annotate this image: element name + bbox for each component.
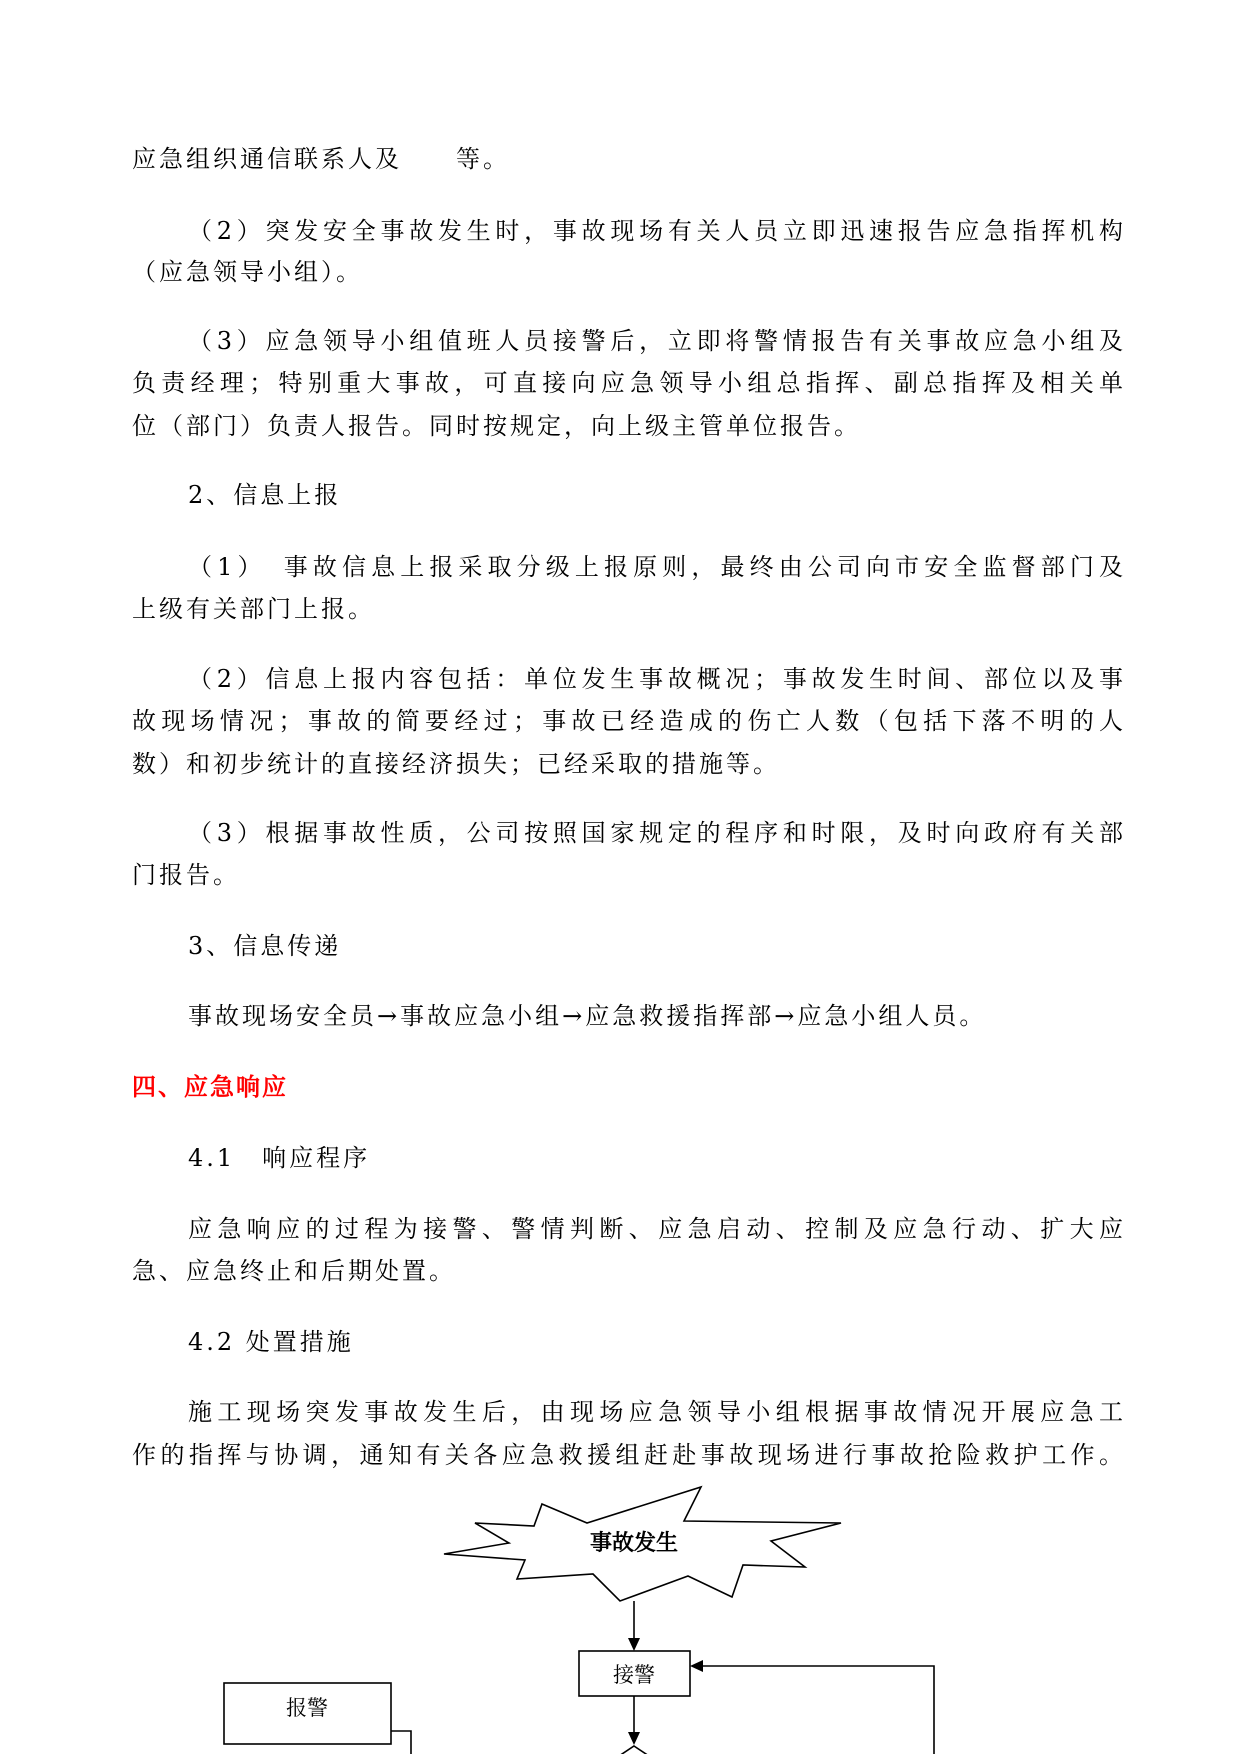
subsection-title: 3、信息传递 — [188, 932, 342, 960]
paragraph-line: 作的指挥与协调，通知有关各应急救援组赶赴事故现场进行事故抢险救护工作。 — [132, 1441, 1126, 1469]
subsection-title: 4.1 响应程序 — [188, 1144, 371, 1172]
paragraph-line: （1） 事故信息上报采取分级上报原则，最终由公司向市安全监督部门及 — [188, 553, 1126, 581]
flow-report-connector — [391, 1731, 411, 1754]
paragraph-line: 故现场情况；事故的简要经过；事故已经造成的伤亡人数（包括下落不明的人 — [132, 707, 1126, 735]
subsection-title: 2、信息上报 — [188, 481, 342, 509]
paragraph-line: 位（部门）负责人报告。同时按规定，向上级主管单位报告。 — [132, 412, 861, 440]
paragraph-line: （2）突发安全事故发生时，事故现场有关人员立即迅速报告应急指挥机构 — [188, 217, 1126, 245]
paragraph-line: （3）应急领导小组值班人员接警后，立即将警情报告有关事故应急小组及 — [188, 327, 1126, 355]
paragraph-line: 应急响应的过程为接警、警情判断、应急启动、控制及应急行动、扩大应 — [188, 1215, 1126, 1243]
paragraph-line: 应急组织通信联系人及 等。 — [132, 145, 510, 173]
paragraph-line: 数）和初步统计的直接经济损失；已经采取的措施等。 — [132, 750, 780, 778]
flow-receive-label: 接警 — [613, 1663, 655, 1687]
paragraph-line: （3）根据事故性质，公司按照国家规定的程序和时限，及时向政府有关部 — [188, 819, 1126, 847]
section-heading: 四、应急响应 — [132, 1072, 288, 1101]
flow-loop-line — [703, 1666, 934, 1754]
paragraph-line: 门报告。 — [132, 861, 240, 889]
flow-report-label: 报警 — [286, 1696, 328, 1720]
paragraph-line: 事故现场安全员→事故应急小组→应急救援指挥部→应急小组人员。 — [188, 1002, 987, 1030]
flow-start-label: 事故发生 — [589, 1531, 679, 1556]
paragraph-line: 负责经理；特别重大事故，可直接向应急领导小组总指挥、副总指挥及相关单 — [132, 369, 1126, 397]
arrowhead-down-icon — [628, 1638, 640, 1651]
paragraph-line: 急、应急终止和后期处置。 — [132, 1257, 456, 1285]
subsection-title: 4.2 处置措施 — [188, 1328, 354, 1356]
arrowhead-down-icon — [628, 1732, 640, 1745]
paragraph-line: 上级有关部门上报。 — [132, 595, 375, 623]
paragraph-line: 施工现场突发事故发生后，由现场应急领导小组根据事故情况开展应急工 — [188, 1398, 1126, 1426]
flow-decision-diamond — [568, 1746, 700, 1754]
paragraph-line: （应急领导小组）。 — [132, 258, 363, 286]
arrowhead-left-icon — [690, 1660, 703, 1672]
paragraph-line: （2）信息上报内容包括：单位发生事故概况；事故发生时间、部位以及事 — [188, 665, 1126, 693]
